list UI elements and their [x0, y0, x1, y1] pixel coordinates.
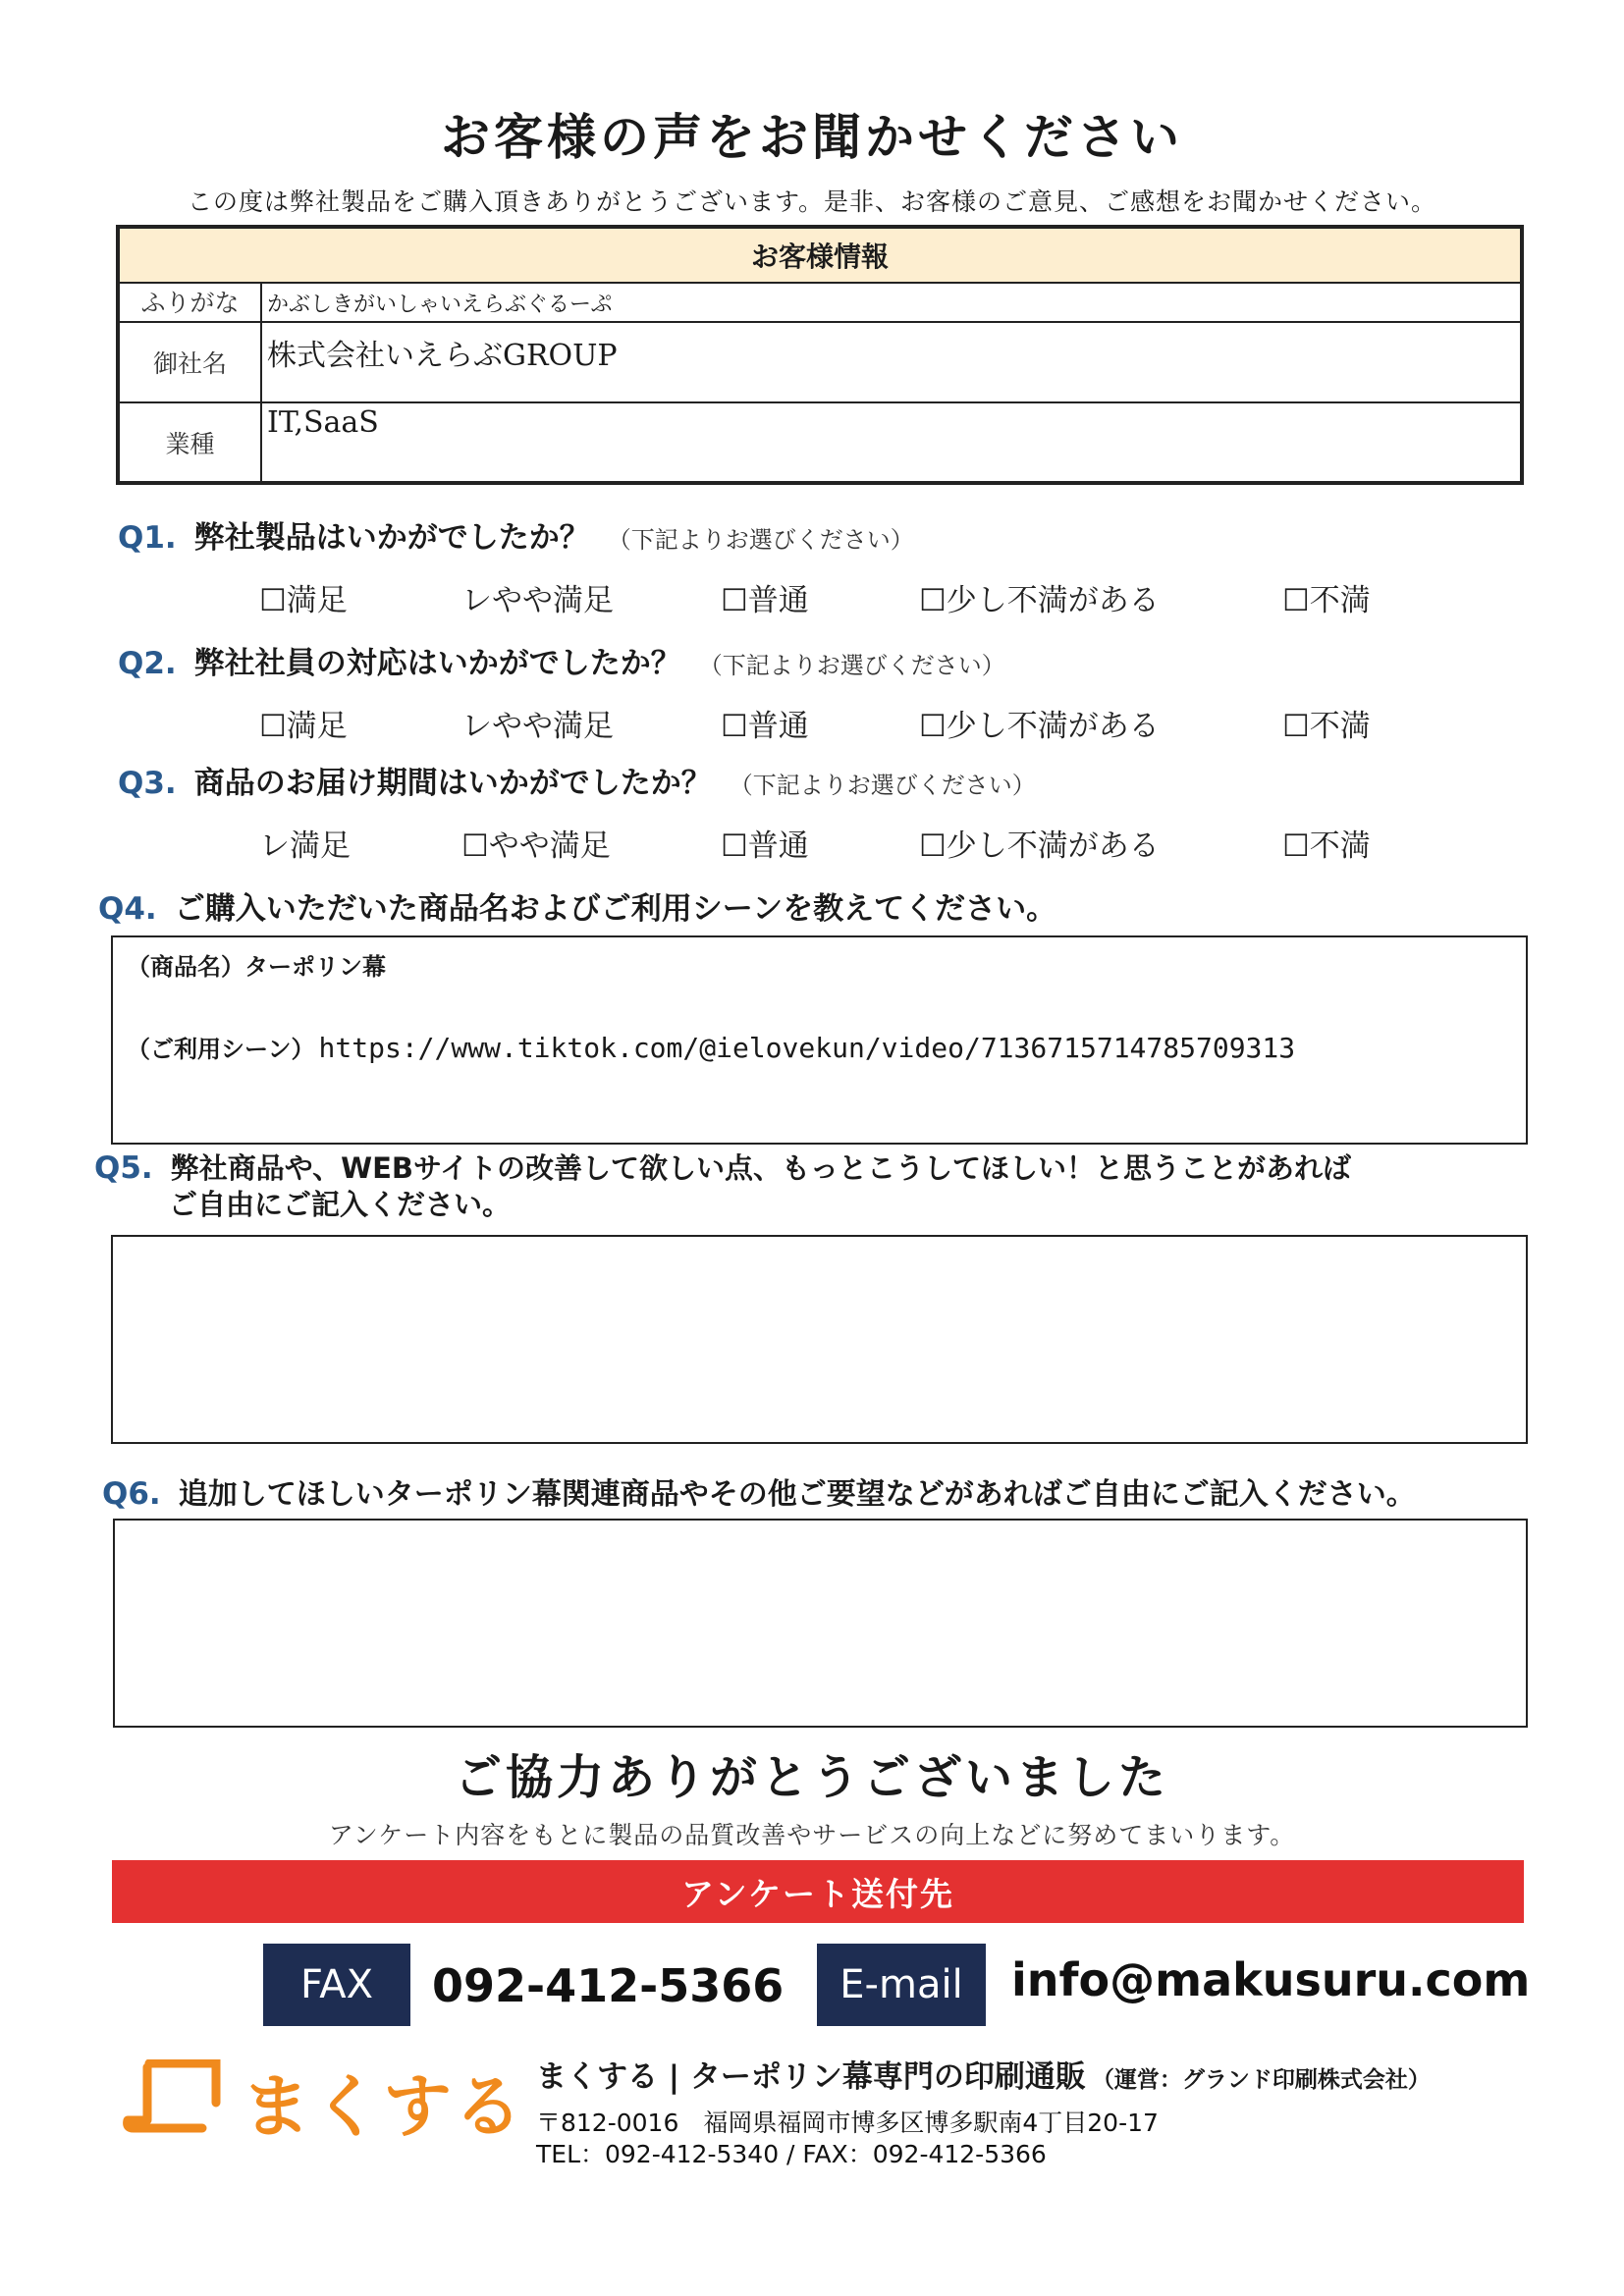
intro-text: この度は弊社製品をご購入頂きありがとうございます。是非、お客様のご意見、ご感想をお聞かせください。: [187, 187, 1436, 216]
q5-answer-box[interactable]: [111, 1235, 1528, 1444]
q4-answer-box[interactable]: [111, 935, 1528, 1145]
fax-number: 092-412-5366: [432, 1959, 785, 2012]
q6-number: Q6.: [102, 1476, 161, 1512]
q4-heading: [98, 883, 1056, 928]
company-heading: [536, 2052, 1431, 2096]
q2-option-satisfied[interactable]: ☐満足: [259, 709, 348, 744]
q2-number: Q2.: [118, 646, 177, 681]
q2-option-somewhat-dissatisfied[interactable]: ☐少し不満がある: [919, 709, 1160, 744]
q5-heading: [94, 1147, 1351, 1187]
q2-option-dissatisfied[interactable]: ☐不満: [1282, 709, 1371, 744]
q2-text: 弊社社員の対応はいかがでしたか？: [193, 646, 681, 681]
company-row: [120, 323, 1520, 403]
send-to-banner: アンケート送付先: [112, 1860, 1524, 1923]
q5-text-line2: ご自由にご記入ください。: [169, 1188, 512, 1221]
q3-number: Q3.: [118, 766, 177, 801]
q2-subtext: （下記よりお選びください）: [698, 652, 1005, 679]
q3-option-neutral[interactable]: ☐普通: [721, 828, 809, 864]
q3-option-dissatisfied[interactable]: ☐不満: [1282, 828, 1371, 864]
industry-row: [120, 403, 1520, 481]
customer-info-heading: お客様情報: [120, 229, 1520, 284]
thanks-heading: ご協力ありがとうございました: [454, 1750, 1169, 1805]
q4-product-line: （商品名）ターポリン幕: [127, 953, 386, 981]
q1-option-satisfied[interactable]: ☐満足: [259, 583, 348, 618]
page-title: お客様の声をお聞かせください: [441, 109, 1183, 166]
makusuru-logo-text: まくする: [242, 2066, 524, 2147]
q4-scene-value: https://www.tiktok.com/@ielovekun/video/7136715714785709313: [318, 1032, 1296, 1064]
email-address[interactable]: info@makusuru.com: [1011, 1953, 1531, 2006]
company-address: 〒812-0016 福岡県福岡市博多区博多駅南4丁目20-17: [536, 2109, 1159, 2137]
q3-heading: [118, 758, 1036, 802]
q3-option-somewhat-satisfied[interactable]: ☐やや満足: [461, 828, 611, 864]
q6-answer-box[interactable]: [113, 1519, 1528, 1728]
industry-field[interactable]: IT,SaaS: [267, 405, 379, 440]
company-operator: （運営：グランド印刷株式会社）: [1091, 2067, 1431, 2093]
q4-scene-line: [127, 1030, 1295, 1064]
q3-option-satisfied[interactable]: レ満足: [259, 828, 351, 864]
furigana-field[interactable]: かぶしきがいしゃいえらぶぐるーぷ: [267, 293, 613, 317]
q5-text-line1: 弊社商品や、WEBサイトの改善して欲しい点、もっとこうしてほしい！と思うことがあれば: [170, 1151, 1351, 1185]
q4-text: ご購入いただいた商品名およびご利用シーンを教えてください。: [174, 891, 1057, 927]
q3-text: 商品のお届け期間はいかがでしたか？: [193, 766, 712, 801]
company-tel-fax: TEL：092-412-5340 / FAX：092-412-5366: [536, 2140, 1047, 2168]
fax-tag: FAX: [263, 1944, 410, 2026]
q1-subtext: （下記よりお選びください）: [607, 526, 914, 554]
company-field[interactable]: 株式会社いえらぶGROUP: [267, 339, 618, 373]
furigana-row: [120, 282, 1520, 323]
makusuru-logo-icon: [122, 2059, 224, 2134]
q2-option-somewhat-satisfied[interactable]: レやや満足: [461, 709, 614, 744]
company-title: まくする | ターポリン幕専門の印刷通販: [536, 2059, 1086, 2095]
q2-heading: [118, 638, 1005, 682]
q2-option-neutral[interactable]: ☐普通: [721, 709, 809, 744]
q1-option-dissatisfied[interactable]: ☐不満: [1282, 583, 1371, 618]
q1-option-somewhat-dissatisfied[interactable]: ☐少し不満がある: [919, 583, 1160, 618]
q3-subtext: （下記よりお選びください）: [729, 772, 1036, 799]
q6-text: 追加してほしいターポリン幕関連商品やその他ご要望などがあればご自由にご記入ください。: [178, 1477, 1416, 1512]
q6-heading: [102, 1469, 1416, 1513]
q3-option-somewhat-dissatisfied[interactable]: ☐少し不満がある: [919, 828, 1160, 864]
industry-label: 業種: [120, 403, 262, 481]
q4-number: Q4.: [98, 891, 157, 927]
email-tag: E-mail: [817, 1944, 986, 2026]
q1-option-neutral[interactable]: ☐普通: [721, 583, 809, 618]
q5-number: Q5.: [94, 1150, 153, 1186]
q4-scene-label: （ご利用シーン）: [127, 1036, 315, 1063]
q1-text: 弊社製品はいかがでしたか？: [193, 520, 590, 556]
furigana-label: ふりがな: [120, 282, 262, 321]
q1-number: Q1.: [118, 520, 177, 556]
company-label: 御社名: [120, 323, 262, 401]
thanks-subtext: アンケート内容をもとに製品の品質改善やサービスの向上などに努めてまいります。: [328, 1821, 1296, 1849]
q1-heading: [118, 512, 914, 557]
q1-option-somewhat-satisfied[interactable]: レやや満足: [461, 583, 614, 618]
customer-info-table: [116, 225, 1524, 485]
